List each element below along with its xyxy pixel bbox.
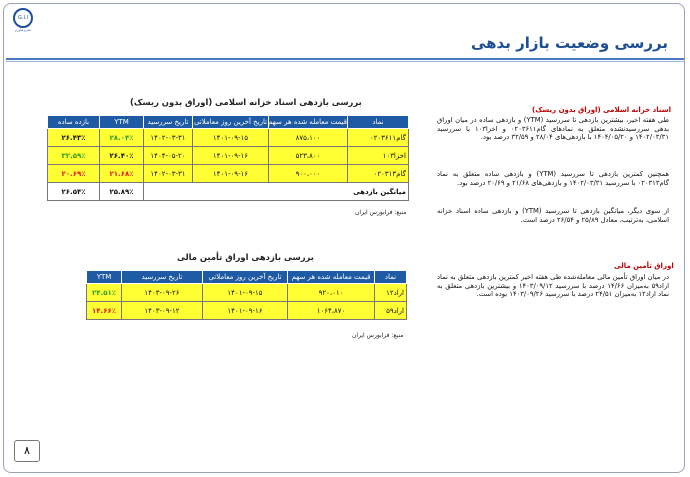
page-title: بررسی وضعیت بازار بدهی — [470, 34, 668, 52]
cell-last-trade: ۱۴۰۱-۰۹-۱۶ — [203, 302, 288, 320]
cell-ytm: ۲۸.۰۴٪ — [100, 129, 144, 147]
cell-price: ۱۰۶۴،۸۷۰ — [288, 302, 375, 320]
table-row — [48, 147, 409, 165]
section1-paragraph-1: طی هفته اخیر، بیشترین بازدهی تا سررسید (YTM) و بازدهی ساده در میان اوراق بدهی سررسیدنشده متعلق به نمادهای گام۰۲۰۳۶۱۱ و اخزا۱۰۳ با سررسید ۱۴۰۲/۰۳/۳۱ و ۱۴۰۴/۰۵/۲۰ با بازدهی‌های ۲۸/۰۴ و ۳۲/۵۹ درصد بود. — [437, 116, 669, 142]
cell-symbol: گام۰۲۰۳۱۳ — [348, 165, 409, 183]
table2-source: منبع: فرابورس ایران — [352, 332, 404, 339]
average-simple-yield: ۲۶.۵۴٪ — [48, 183, 100, 201]
cell-last-trade: ۱۴۰۱-۰۹-۱۵ — [203, 284, 288, 302]
logo — [10, 8, 36, 42]
cell-price: ۹۲۰،۰۱۰ — [288, 284, 375, 302]
col-header: قیمت معامله شده هر سهم — [269, 116, 348, 129]
section1-heading: اسناد خزانه اسلامی (اوراق بدون ریسک) — [532, 106, 672, 114]
cell-maturity: ۱۴۰۲-۰۳-۳۱ — [144, 165, 193, 183]
cell-last-trade: ۱۴۰۱-۰۹-۱۶ — [193, 165, 269, 183]
cell-ytm: ۲۱.۶۸٪ — [100, 165, 144, 183]
cell-symbol: گام۰۲۰۳۶۱۱ — [348, 129, 409, 147]
table-row — [48, 129, 409, 147]
cell-maturity: ۱۴۰۳-۰۹-۱۲ — [122, 302, 203, 320]
cell-simple-yield: ۲۰.۶۹٪ — [48, 165, 100, 183]
cell-price: ۹۰۰،۰۰۰ — [269, 165, 348, 183]
col-header: قیمت معامله شده هر سهم — [288, 271, 375, 284]
cell-maturity: ۱۴۰۲-۰۳-۳۱ — [144, 129, 193, 147]
col-header: YTM — [87, 271, 122, 284]
section1-paragraph-2: همچنین کمترین بازدهی تا سررسید (YTM) و بازدهی ساده متعلق به نماد گام۰۲۰۳۱۳ با سررسید ۱۴۰۲/۰۳/۳۱ و بازدهی‌های ۲۱/۶۸ و ۲۰/۶۹ درصد بود. — [437, 170, 669, 187]
cell-symbol: اراد۱۲ — [375, 284, 407, 302]
logo-emblem: G.I.I — [13, 8, 33, 28]
cell-price: ۵۲۳،۸۰۰ — [269, 147, 348, 165]
cell-maturity: ۱۴۰۳-۰۹-۲۶ — [122, 284, 203, 302]
title-divider-thin — [6, 61, 684, 62]
col-header: تاریخ سررسید — [122, 271, 203, 284]
logo-caption: علم و فناوری — [14, 28, 32, 32]
page-frame — [3, 3, 685, 473]
section2-heading: اوراق تأمین مالی — [614, 262, 674, 270]
financing-bonds-table — [86, 270, 407, 320]
col-header: نماد — [348, 116, 409, 129]
treasury-table — [47, 115, 409, 201]
col-header: بازده ساده — [48, 116, 100, 129]
title-divider — [6, 58, 684, 60]
col-header: تاریخ آخرین روز معاملاتی — [193, 116, 269, 129]
table-header-row — [48, 116, 409, 129]
cell-symbol: اخزا۱۰۳ — [348, 147, 409, 165]
table-row — [87, 284, 407, 302]
table1-source: منبع: فرابورس ایران — [355, 209, 407, 216]
cell-simple-yield: ۳۲.۵۹٪ — [48, 147, 100, 165]
col-header: تاریخ سررسید — [144, 116, 193, 129]
cell-symbol: اراد۵۹ — [375, 302, 407, 320]
cell-ytm: ۲۶.۴۰٪ — [100, 147, 144, 165]
col-header: نماد — [375, 271, 407, 284]
cell-ytm: ۱۴.۶۶٪ — [87, 302, 122, 320]
section1-paragraph-3: از سوی دیگر، میانگین بازدهی تا سررسید (YTM) و بازدهی ساده اسناد خزانه اسلامی، به‌ترتیب، معادل ۲۵/۸۹ و ۲۶/۵۴ درصد است. — [437, 207, 669, 224]
table-row — [87, 302, 407, 320]
average-label: میانگین بازدهی — [144, 183, 409, 201]
cell-ytm: ۲۴.۵۱٪ — [87, 284, 122, 302]
section2-paragraph: در میان اوراق تأمین مالی معامله‌شده طی هفته اخیر کمترین بازدهی متعلق به نماد اراد۵۹ به‌میزان ۱۴/۶۶ درصد با سررسید ۱۴۰۳/۰۹/۱۲ و بیشترین بازدهی متعلق به نماد اراد۱۲ به‌میزان ۲۴/۵۱ درصد با سررسید ۱۴۰۳/۰۹/۲۶ بوده است. — [437, 273, 670, 299]
table-row — [48, 165, 409, 183]
cell-last-trade: ۱۴۰۱-۰۹-۱۵ — [193, 129, 269, 147]
page-number: ۸ — [14, 440, 40, 462]
cell-maturity: ۱۴۰۴-۰۵-۲۰ — [144, 147, 193, 165]
table-average-row — [48, 183, 409, 201]
col-header: تاریخ آخرین روز معاملاتی — [203, 271, 288, 284]
cell-price: ۸۷۵،۱۰۰ — [269, 129, 348, 147]
col-header: YTM — [100, 116, 144, 129]
table-header-row — [87, 271, 407, 284]
table1-title: بررسی بازدهی اسناد خزانه اسلامی (اوراق بدون ریسک) — [130, 97, 362, 107]
cell-simple-yield: ۲۶.۴۳٪ — [48, 129, 100, 147]
cell-last-trade: ۱۴۰۱-۰۹-۱۶ — [193, 147, 269, 165]
table2-title: بررسی بازدهی اوراق تأمین مالی — [177, 252, 314, 262]
average-ytm: ۲۵.۸۹٪ — [100, 183, 144, 201]
